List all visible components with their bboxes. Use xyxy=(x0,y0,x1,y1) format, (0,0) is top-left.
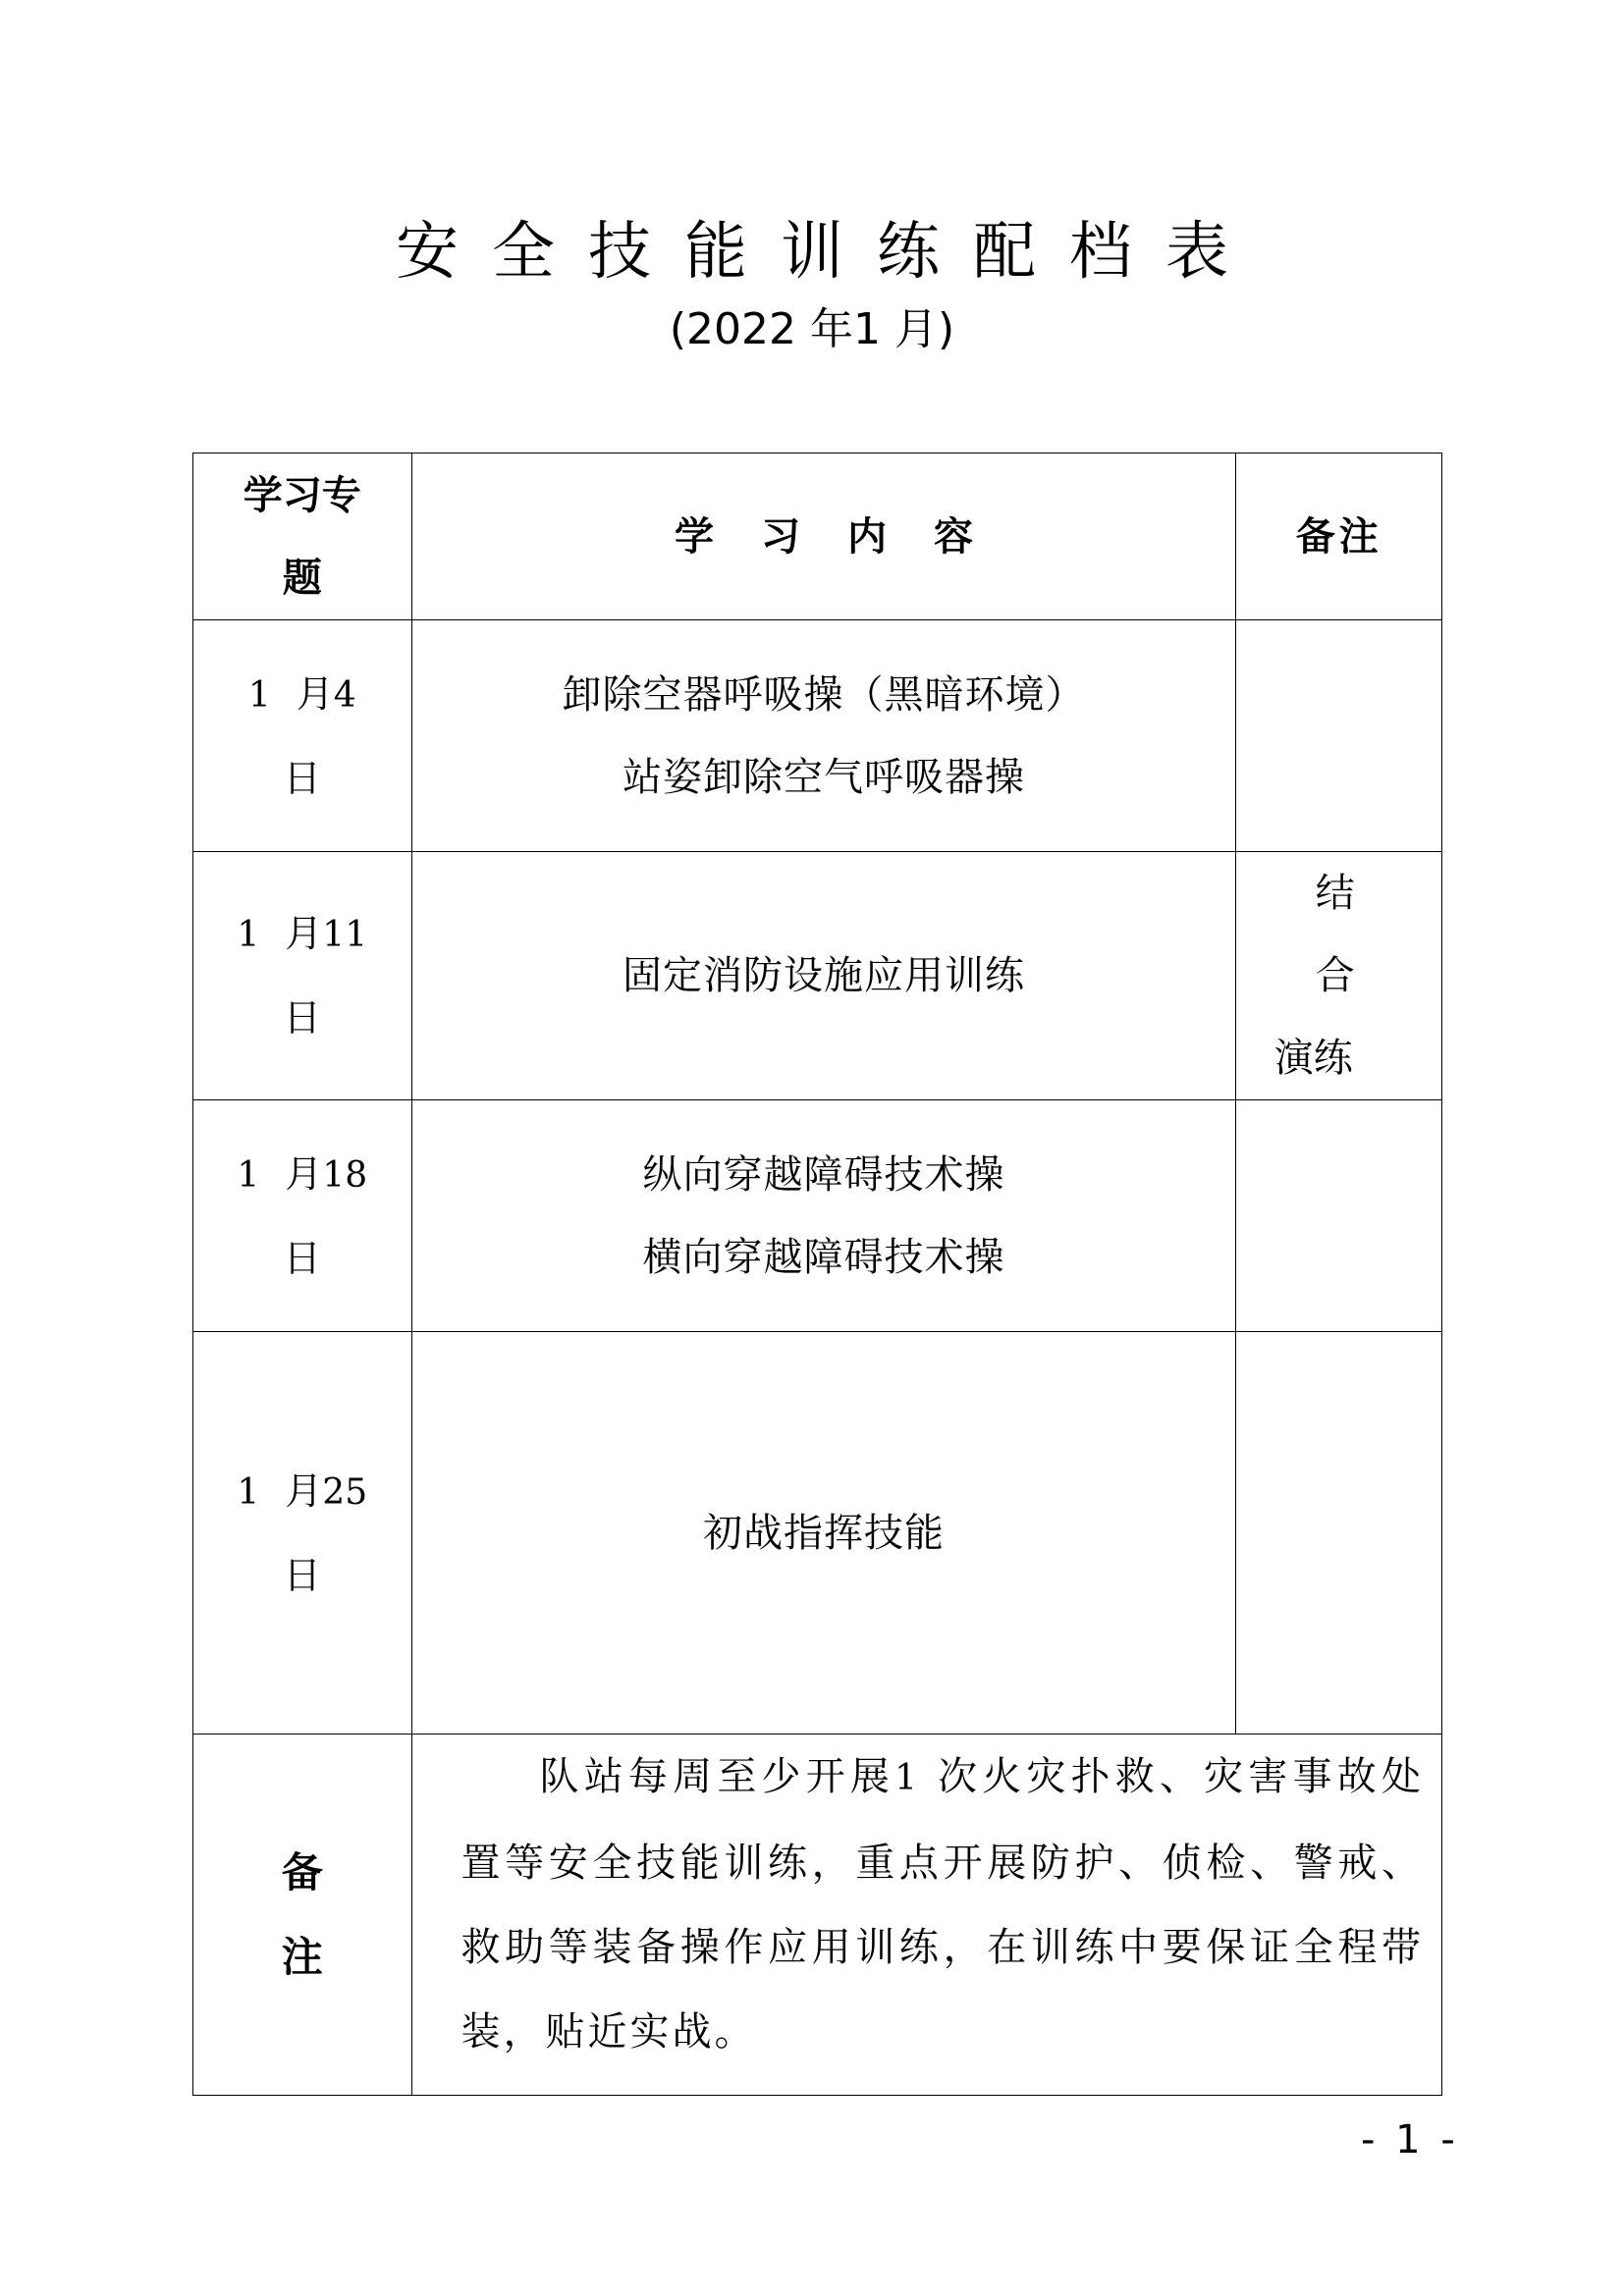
date-day-char: 日 xyxy=(283,756,321,800)
date-month: 1 xyxy=(237,1154,260,1196)
content-cell xyxy=(411,852,1236,1100)
header-note: 备注 xyxy=(1236,454,1442,620)
date-month: 1 xyxy=(237,915,260,955)
date-day-char: 日 xyxy=(283,1553,321,1597)
content-cell xyxy=(411,620,1236,852)
table-row xyxy=(193,1100,1442,1332)
remarks-label-line1: 备 xyxy=(281,1847,323,1896)
remarks-label-line2: 注 xyxy=(281,1932,323,1981)
date-month-char: 月 xyxy=(285,912,323,955)
table-row xyxy=(193,1332,1442,1735)
content-cell xyxy=(411,1332,1236,1735)
training-schedule-table xyxy=(192,453,1442,2096)
page-number: - 1 - xyxy=(1361,2117,1459,2163)
note-line: 结合 xyxy=(1315,871,1355,998)
remarks-text xyxy=(411,1735,1441,2096)
note-cell xyxy=(1236,1332,1442,1735)
content-line: 纵向穿越障碍技术操 xyxy=(642,1151,1005,1198)
content-line: 站姿卸除空气呼吸器操 xyxy=(623,754,1025,800)
content-line: 卸除空器呼吸操（黑暗环境） xyxy=(562,671,1086,718)
note-line: 演练 xyxy=(1273,1036,1353,1081)
date-cell xyxy=(193,620,412,852)
note-cell xyxy=(1236,1100,1442,1332)
date-cell xyxy=(193,852,412,1100)
table-header-row xyxy=(193,454,1442,620)
content-cell xyxy=(411,1100,1236,1332)
date-day-char: 日 xyxy=(283,1236,321,1280)
table-row xyxy=(193,620,1442,852)
date-day: 18 xyxy=(322,1154,368,1196)
date-month-char: 月 xyxy=(285,1151,323,1196)
header-topic-line2: 题 xyxy=(282,555,322,601)
date-cell xyxy=(193,1332,412,1735)
date-month: 1 xyxy=(237,1471,260,1513)
remarks-text-part: 次火灾扑救、灾害事故处置等安全技能训练，重点开展防护、侦检、警戒、救助等装备操作应用训练，在训练中要保证全程带装，贴近实战。 xyxy=(460,1754,1424,2055)
table-row xyxy=(193,852,1442,1100)
note-cell xyxy=(1236,852,1442,1100)
remarks-label xyxy=(193,1735,412,2096)
date-month: 1 xyxy=(247,674,271,716)
header-content: 学习内容 xyxy=(411,454,1236,620)
content-line: 横向穿越障碍技术操 xyxy=(642,1234,1005,1280)
date-cell xyxy=(193,1100,412,1332)
date-day: 11 xyxy=(322,915,368,955)
document-subtitle: (2022 年1 月) xyxy=(669,304,955,354)
date-day-char: 日 xyxy=(283,996,321,1040)
date-day: 25 xyxy=(322,1471,368,1513)
header-topic xyxy=(193,454,412,620)
note-cell xyxy=(1236,620,1442,852)
date-month-char: 月 xyxy=(296,671,334,716)
content-line: 初战指挥技能 xyxy=(703,1510,945,1556)
remarks-text-number: 1 xyxy=(894,1758,921,1798)
remarks-text-part: 队站每周至少开展 xyxy=(539,1754,895,1799)
header-topic-line1: 学习专 xyxy=(243,472,361,518)
date-month-char: 月 xyxy=(285,1468,323,1513)
remarks-row xyxy=(193,1735,1442,2096)
document-title: 安全技能训练配档表 xyxy=(396,216,1262,289)
content-line: 固定消防设施应用训练 xyxy=(623,953,1025,998)
date-day: 4 xyxy=(333,674,356,716)
